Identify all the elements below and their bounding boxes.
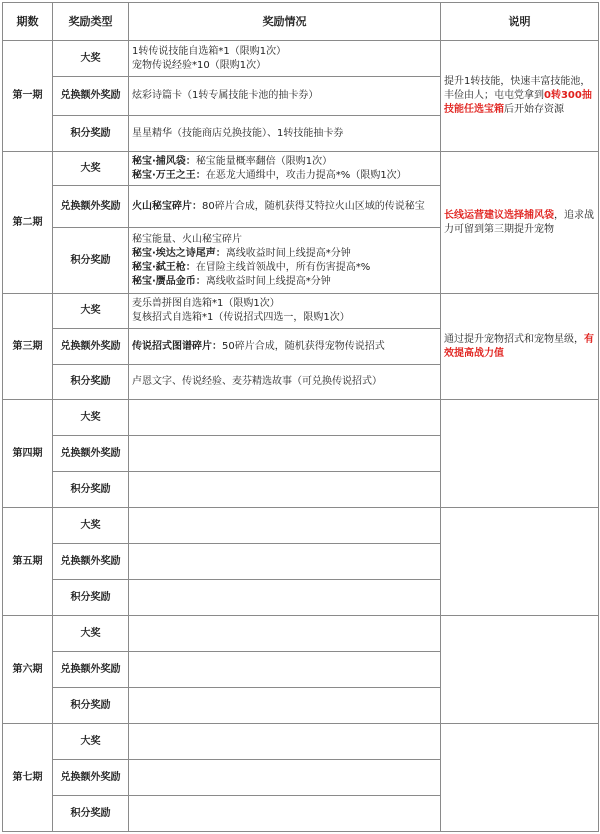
note-highlight: 0转300抽技能任选宝箱 — [444, 90, 592, 115]
period-4-points-type: 积分奖励 — [53, 472, 129, 508]
treasure-name: 秘宝·弑王枪： — [132, 261, 196, 273]
header-note: 说明 — [441, 3, 599, 41]
period-7-exchange-detail — [129, 760, 441, 796]
period-7-exchange-type: 兑换额外奖励 — [53, 760, 129, 796]
detail-line: 复核招式自选箱*1（传说招式四选一，限购1次） — [132, 312, 350, 323]
fragment-name: 传说招式图谱碎片： — [132, 340, 222, 352]
period-6-exchange-type: 兑换额外奖励 — [53, 652, 129, 688]
detail-line — [132, 247, 437, 261]
treasure-name: 秘宝·埃达之诗尾声： — [132, 247, 226, 259]
detail-line — [132, 169, 437, 183]
period-2-exchange-type: 兑换额外奖励 — [53, 186, 129, 228]
detail-line: 秘宝能量、火山秘宝碎片 — [132, 233, 242, 245]
header-detail: 奖励情况 — [129, 3, 441, 41]
period-4-points-detail — [129, 472, 441, 508]
note-text: ，追求战力可留到第三期提升宠物 — [444, 209, 594, 235]
period-6-grand-row — [3, 616, 599, 652]
period-7-grand-row — [3, 724, 599, 760]
period-1-grand-row — [3, 41, 599, 77]
detail-line — [132, 155, 437, 169]
detail-line: 1转传说技能自选箱*1（限购1次） — [132, 45, 287, 57]
period-1-grand-type: 大奖 — [53, 41, 129, 77]
period-5-name: 第五期 — [3, 508, 53, 616]
period-4-grand-detail — [129, 400, 441, 436]
period-6-name: 第六期 — [3, 616, 53, 724]
period-5-grand-type: 大奖 — [53, 508, 129, 544]
period-6-points-type: 积分奖励 — [53, 688, 129, 724]
period-6-note — [441, 616, 599, 724]
period-2-exchange-detail — [129, 186, 441, 228]
header-type: 奖励类型 — [53, 3, 129, 41]
treasure-effect: 离线收益时间上线提高*分钟 — [205, 275, 331, 287]
period-3-name: 第三期 — [3, 294, 53, 400]
fragment-name: 火山秘宝碎片： — [132, 200, 202, 212]
treasure-effect: 在冒险主线首领战中，所有伤害提高*% — [195, 261, 371, 273]
period-3-exchange-detail — [129, 329, 441, 365]
period-5-exchange-type: 兑换额外奖励 — [53, 544, 129, 580]
period-7-note — [441, 724, 599, 832]
period-1-exchange-type: 兑换额外奖励 — [53, 77, 129, 116]
note-text: 提升1转技能，快速丰富技能池，丰俭由人；屯屯党拿到 — [444, 76, 591, 101]
period-2-grand-row — [3, 152, 599, 186]
period-3-note — [441, 294, 599, 400]
header-period: 期数 — [3, 3, 53, 41]
period-1-points-detail: 星星精华（技能商店兑换技能）、1转技能抽卡券 — [129, 116, 441, 152]
detail-line — [132, 261, 437, 275]
period-4-exchange-detail — [129, 436, 441, 472]
period-2-note — [441, 152, 599, 294]
detail-line: 宠物传说经验*10（限购1次） — [132, 59, 267, 71]
period-1-name: 第一期 — [3, 41, 53, 152]
treasure-name: 秘宝·捕风袋： — [132, 155, 196, 167]
period-5-grand-row — [3, 508, 599, 544]
period-1-grand-detail — [129, 41, 441, 77]
fragment-effect: 50碎片合成，随机获得宠物传说招式 — [222, 340, 385, 352]
period-5-exchange-detail — [129, 544, 441, 580]
period-3-points-type: 积分奖励 — [53, 365, 129, 400]
period-2-grand-detail — [129, 152, 441, 186]
period-7-name: 第七期 — [3, 724, 53, 832]
period-2-points-type: 积分奖励 — [53, 228, 129, 294]
note-highlight: 长线运营建议选择捕风袋 — [444, 209, 554, 221]
note-text: 通过提升宠物招式和宠物星级， — [444, 333, 584, 345]
period-5-grand-detail — [129, 508, 441, 544]
detail-line — [132, 275, 437, 289]
period-7-grand-type: 大奖 — [53, 724, 129, 760]
note-text: 后开始存资源 — [504, 104, 564, 115]
period-2-grand-type: 大奖 — [53, 152, 129, 186]
period-7-points-detail — [129, 796, 441, 832]
header-row — [3, 3, 599, 41]
period-4-name: 第四期 — [3, 400, 53, 508]
period-6-exchange-detail — [129, 652, 441, 688]
period-5-points-type: 积分奖励 — [53, 580, 129, 616]
period-3-grand-detail — [129, 294, 441, 329]
period-6-grand-detail — [129, 616, 441, 652]
treasure-effect: 在恶龙大通缉中，攻击力提高*%（限购1次） — [205, 169, 407, 181]
period-6-grand-type: 大奖 — [53, 616, 129, 652]
period-3-grand-row — [3, 294, 599, 329]
period-1-points-type: 积分奖励 — [53, 116, 129, 152]
period-5-note — [441, 508, 599, 616]
period-3-exchange-type: 兑换额外奖励 — [53, 329, 129, 365]
period-5-points-detail — [129, 580, 441, 616]
reward-schedule-table — [2, 2, 599, 832]
period-1-note — [441, 41, 599, 152]
treasure-effect: 离线收益时间上线提高*分钟 — [225, 247, 351, 259]
treasure-name: 秘宝·赝品金币： — [132, 275, 206, 287]
treasure-effect: 秘宝能量概率翻倍（限购1次） — [195, 155, 333, 167]
period-2-name: 第二期 — [3, 152, 53, 294]
period-4-grand-type: 大奖 — [53, 400, 129, 436]
period-1-exchange-detail: 炫彩诗篇卡（1转专属技能卡池的抽卡券） — [129, 77, 441, 116]
period-4-exchange-type: 兑换额外奖励 — [53, 436, 129, 472]
note-highlight: 有效提高战力值 — [444, 333, 594, 359]
period-2-points-detail — [129, 228, 441, 294]
treasure-name: 秘宝·万王之王： — [132, 169, 206, 181]
period-7-points-type: 积分奖励 — [53, 796, 129, 832]
period-4-note — [441, 400, 599, 508]
period-4-grand-row — [3, 400, 599, 436]
period-7-grand-detail — [129, 724, 441, 760]
period-3-points-detail: 卢恩文字、传说经验、麦芬精选故事（可兑换传说招式） — [129, 365, 441, 400]
fragment-effect: 80碎片合成，随机获得艾特拉火山区域的传说秘宝 — [202, 200, 425, 212]
period-3-grand-type: 大奖 — [53, 294, 129, 329]
detail-line: 麦乐兽拼图自选箱*1（限购1次） — [132, 298, 280, 309]
period-6-points-detail — [129, 688, 441, 724]
